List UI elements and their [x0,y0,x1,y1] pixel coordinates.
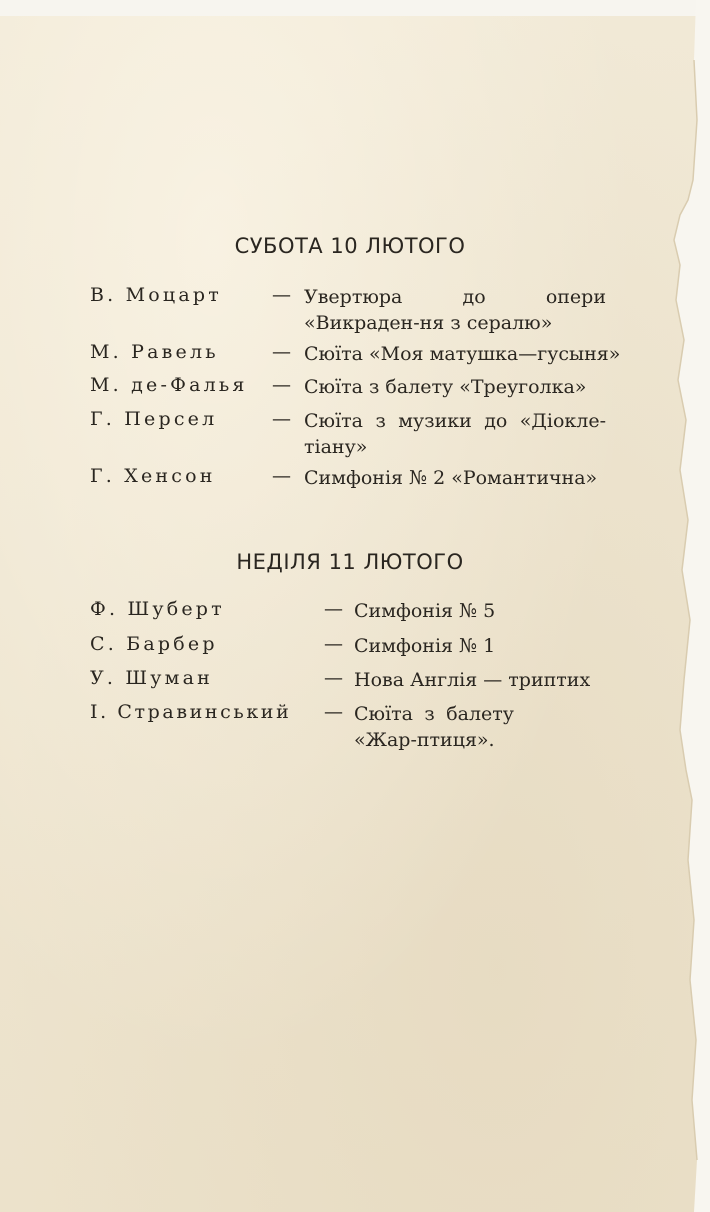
composer-name: Г. Персел [90,408,218,430]
torn-paper-edge [650,0,710,1212]
work-title: Сюїта з балету «Жар-птиця». [354,703,514,751]
work-title: Сюїта «Моя матушка—гусыня» [304,343,621,365]
separator-dash: — [324,598,343,620]
separator-dash: — [272,284,291,306]
separator-dash: — [324,633,343,655]
composer-name: Г. Хенсон [90,465,216,487]
section-title-sunday: НЕДІЛЯ 11 ЛЮТОГО [236,550,464,574]
composer-name: І. Стравинський [90,701,292,723]
separator-dash: — [272,408,291,430]
work-title: Сюїта з балету «Треуголка» [304,376,587,398]
composer-name: С. Барбер [90,633,218,655]
separator-dash: — [272,465,291,487]
work-title: Увертюра до опери «Викраден-ня з сералю» [304,286,606,334]
work-title: Симфонія № 1 [354,635,496,657]
separator-dash: — [324,667,343,689]
work-title: Сюїта з музики до «Діокле-тіану» [304,410,606,458]
work-title: Симфонія № 2 «Романтична» [304,467,598,489]
scan-top-margin [0,0,710,16]
composer-name: Ф. Шуберт [90,598,225,620]
composer-name: М. де-Фалья [90,374,248,396]
separator-dash: — [272,374,291,396]
composer-name: У. Шуман [90,667,214,689]
separator-dash: — [272,341,291,363]
separator-dash: — [324,701,343,723]
work-title: Нова Англія — триптих [354,669,591,691]
composer-name: В. Моцарт [90,284,222,306]
composer-name: М. Равель [90,341,219,363]
work-title: Симфонія № 5 [354,600,496,622]
section-title-saturday: СУБОТА 10 ЛЮТОГО [234,234,466,258]
